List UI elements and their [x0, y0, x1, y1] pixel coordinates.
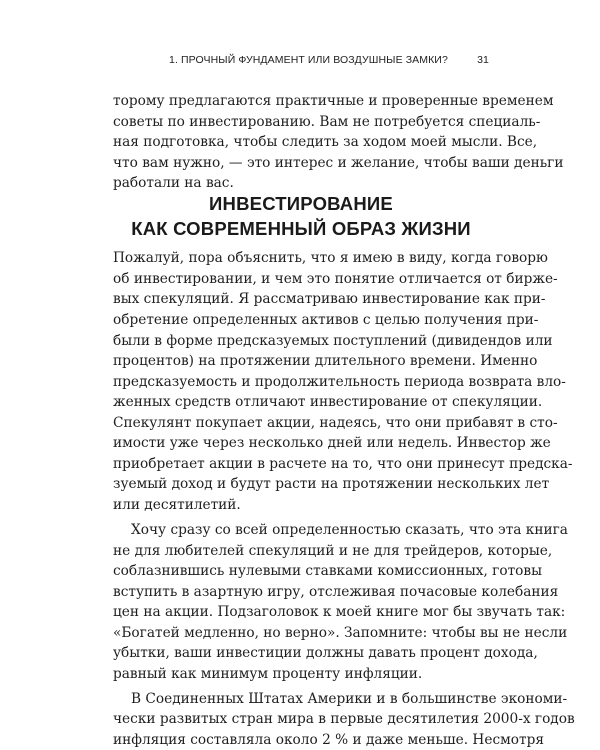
intro-line-2: советы по инвестированию. Вам не потребуется специаль-	[113, 113, 541, 130]
paragraph-1-line-11: приобретает акции в расчете на то, что они принесут предска-	[113, 455, 573, 472]
paragraph-1-line-2: об инвестировании, и чем это понятие отличается от бирже-	[113, 270, 558, 287]
intro-line-1: торому предлагаются практичные и проверенные временем	[113, 93, 554, 109]
intro-line-3: ная подготовка, чтобы следить за ходом моей мысли. Все,	[113, 134, 538, 151]
section-heading-line-1: ИНВЕСТИРОВАНИЕ	[209, 193, 393, 214]
paragraph-1-line-4: обретение определенных активов с целью получения при-	[113, 312, 539, 328]
section-heading-line-2: КАК СОВРЕМЕННЫЙ ОБРАЗ ЖИЗНИ	[131, 218, 471, 239]
paragraph-1-line-12: зуемый доход и будут расти на протяжении нескольких лет	[113, 476, 550, 493]
paragraph-2-line-1: Хочу сразу со всей определенностью сказать, что эта книга	[131, 522, 568, 538]
paragraph-1-line-10: имости уже через несколько дней или недель. Инвестор же	[113, 435, 551, 452]
intro-line-4: что вам нужно, — это интерес и желание, чтобы ваши деньги	[113, 154, 564, 171]
paragraph-2-line-2: не для любителей спекуляций и не для трейдеров, которые,	[113, 542, 553, 559]
paragraph-3-line-2: чески развитых стран мира в первые десятилетия 2000-х годов	[113, 711, 575, 728]
intro-line-5: работали на вас.	[113, 175, 234, 192]
chapter-title: 1. ПРОЧНЫЙ ФУНДАМЕНТ ИЛИ ВОЗДУШНЫЕ ЗАМКИ?	[169, 54, 448, 66]
paragraph-1-line-13: или десятилетий.	[113, 497, 241, 513]
paragraph-3-line-3: инфляция составляла около 2 % и даже меньше. Несмотря	[113, 732, 544, 748]
paragraph-1-line-9: Спекулянт покупает акции, надеясь, что они прибавят в сто-	[113, 414, 558, 431]
paragraph-1-line-8: женных средств отличают инвестирование от спекуляции.	[113, 394, 543, 411]
paragraph-2-line-4: вступить в азартную игру, отслеживая почасовые колебания	[113, 583, 559, 600]
paragraph-1-line-5: были в форме предсказуемых поступлений (дивидендов или	[113, 332, 553, 349]
paragraph-1-line-7: предсказуемость и продолжительность периода возврата вло-	[113, 373, 566, 390]
running-header	[113, 54, 489, 70]
page-number: 31	[477, 54, 489, 66]
paragraph-2-line-5: цен на акции. Подзаголовок к моей книге мог бы звучать так:	[113, 604, 566, 621]
paragraph-1-line-1: Пожалуй, пора объяснить, что я имею в виду, когда говорю	[113, 250, 548, 267]
paragraph-2-line-8: равный как минимум проценту инфляции.	[113, 665, 423, 682]
paragraph-2-line-7: убытки, ваши инвестиции должны давать процент дохода,	[113, 645, 538, 662]
paragraph-1-line-3: вых спекуляций. Я рассматриваю инвестирование как при-	[113, 291, 546, 308]
paragraph-1-line-6: процентов) на протяжении длительного времени. Именно	[113, 353, 538, 370]
paragraph-2-line-6: «Богатей медленно, но верно». Запомните: чтобы вы не несли	[113, 624, 568, 641]
paragraph-2-line-3: соблазнившись нулевыми ставками комиссионных, готовы	[113, 563, 543, 580]
paragraph-3-line-1: В Соединенных Штатах Америки и в большинстве экономи-	[131, 690, 568, 707]
